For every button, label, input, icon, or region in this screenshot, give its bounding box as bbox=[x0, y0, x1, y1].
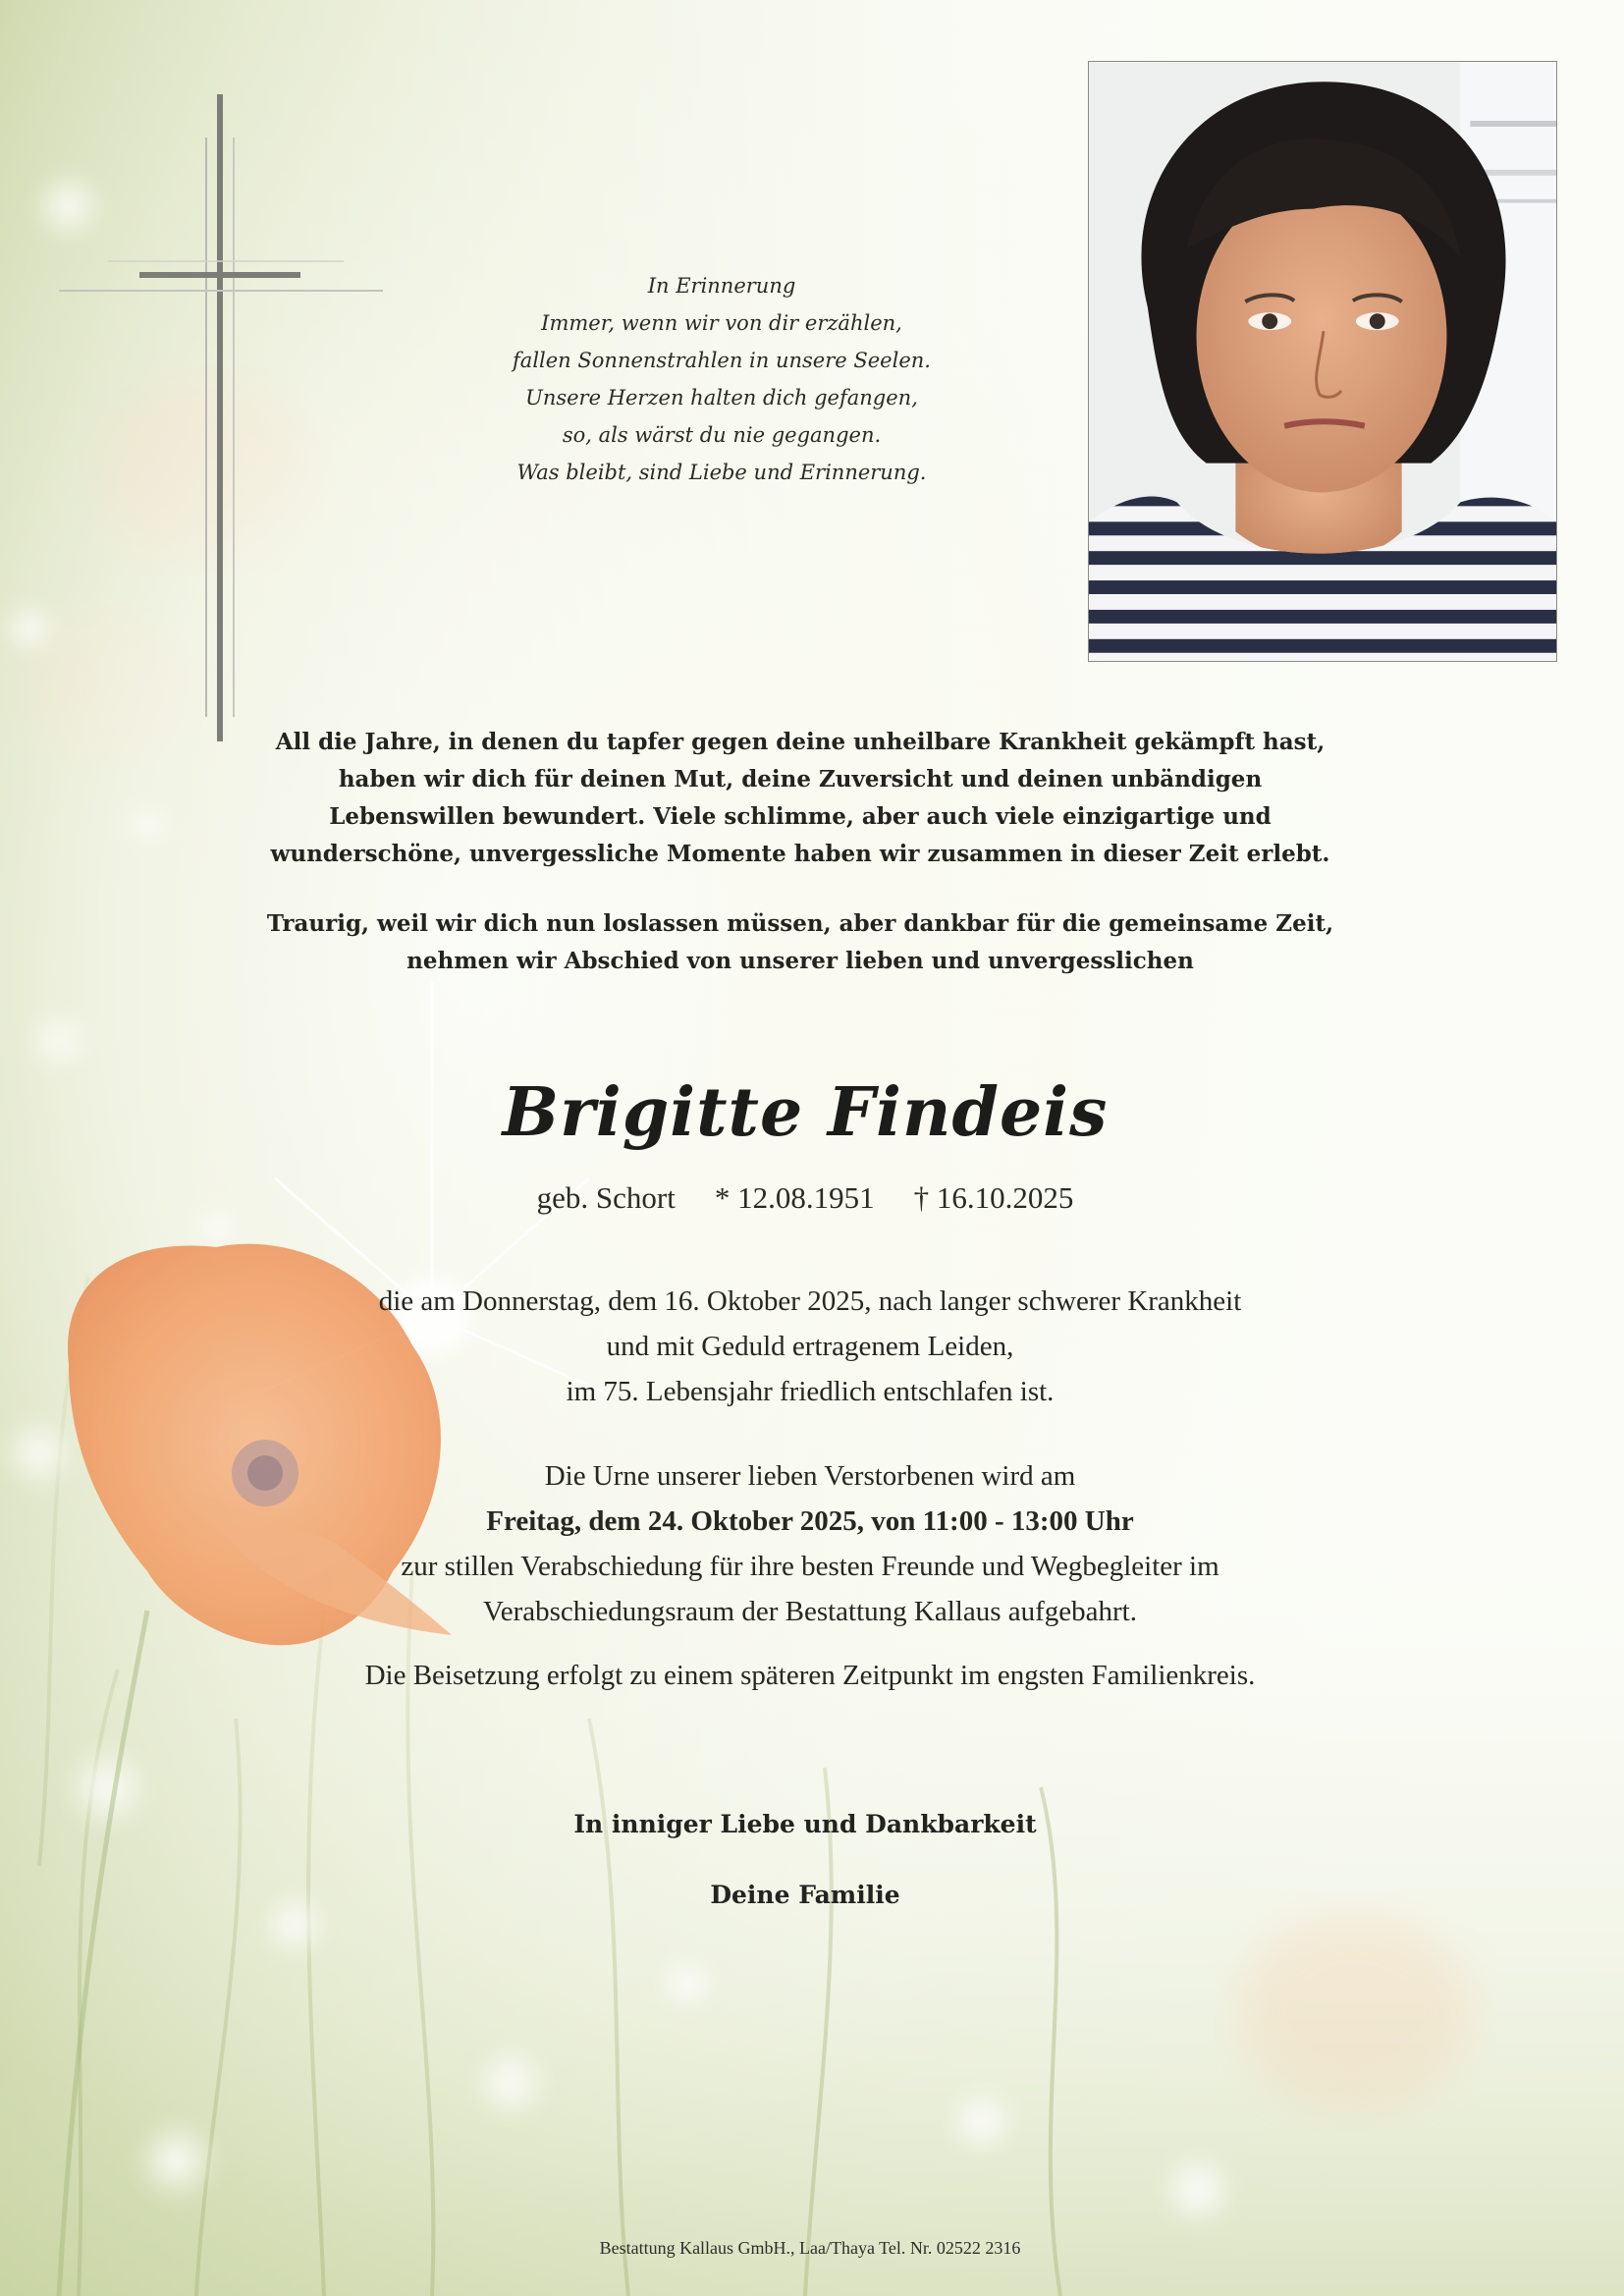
farewell-line: nehmen wir Abschied von unserer lieben und unvergesslichen bbox=[406, 948, 1194, 974]
notice-line: und mit Geduld ertragenem Leiden, bbox=[606, 1331, 1014, 1362]
viewing-info bbox=[216, 1453, 1404, 1634]
deceased-name: Brigitte Findeis bbox=[502, 1073, 1109, 1152]
intro-line: haben wir dich für deinen Mut, deine Zuversicht und deinen unbändigen bbox=[338, 766, 1263, 793]
cross-icon bbox=[49, 88, 393, 756]
poem-line: Immer, wenn wir von dir erzählen, bbox=[541, 311, 902, 335]
viewing-line: Verabschiedungsraum der Bestattung Kallaus aufgebahrt. bbox=[483, 1596, 1137, 1627]
family-signature: Deine Familie bbox=[710, 1881, 900, 1909]
burial-info bbox=[216, 1653, 1404, 1698]
poem-line: fallen Sonnenstrahlen in unsere Seelen. bbox=[513, 349, 931, 372]
farewell-line: Traurig, weil wir dich nun loslassen müssen, aber dankbar für die gemeinsame Zeit, bbox=[266, 910, 1334, 937]
memorial-poem bbox=[442, 267, 1001, 491]
maiden-name: geb. Schort bbox=[536, 1180, 676, 1215]
intro-line: All die Jahre, in denen du tapfer gegen deine unheilbare Krankheit gekämpft hast, bbox=[275, 729, 1326, 755]
burial-line: Die Beisetzung erfolgt zu einem späteren Zeitpunkt im engsten Familienkreis. bbox=[364, 1660, 1256, 1691]
portrait-image bbox=[1089, 62, 1556, 661]
poem-line: Unsere Herzen halten dich gefangen, bbox=[525, 386, 918, 410]
poem-line: so, als wärst du nie gegangen. bbox=[562, 423, 882, 447]
intro-line: Lebenswillen bewundert. Viele schlimme, aber auch viele einzigartige und bbox=[329, 803, 1272, 830]
poem-line: Was bleibt, sind Liebe und Erinnerung. bbox=[516, 461, 927, 484]
notice-line: die am Donnerstag, dem 16. Oktober 2025, nach langer schwerer Krankheit bbox=[378, 1285, 1242, 1317]
viewing-date-time: Freitag, dem 24. Oktober 2025, von 11:00 - 13:00 Uhr bbox=[486, 1505, 1134, 1537]
death-notice bbox=[216, 1279, 1404, 1414]
poem-line: In Erinnerung bbox=[647, 274, 796, 298]
intro-line: wunderschöne, unvergessliche Momente haben wir zusammen in dieser Zeit erlebt. bbox=[270, 841, 1330, 867]
notice-line: im 75. Lebensjahr friedlich entschlafen ist. bbox=[566, 1376, 1055, 1407]
funeral-home-footer: Bestattung Kallaus GmbH., Laa/Thaya Tel. Nr. 02522 2316 bbox=[599, 2238, 1021, 2258]
death-date: † 16.10.2025 bbox=[913, 1180, 1074, 1215]
intro-paragraph bbox=[236, 724, 1365, 873]
closing-line: In inniger Liebe und Dankbarkeit bbox=[573, 1810, 1037, 1838]
viewing-line: zur stillen Verabschiedung für ihre besten Freunde und Wegbegleiter im bbox=[401, 1551, 1219, 1582]
farewell-paragraph bbox=[236, 905, 1365, 980]
viewing-line: Die Urne unserer lieben Verstorbenen wird am bbox=[544, 1460, 1076, 1492]
portrait-photo bbox=[1088, 61, 1557, 662]
birth-date: * 12.08.1951 bbox=[714, 1180, 875, 1215]
life-dates bbox=[314, 1178, 1296, 1218]
